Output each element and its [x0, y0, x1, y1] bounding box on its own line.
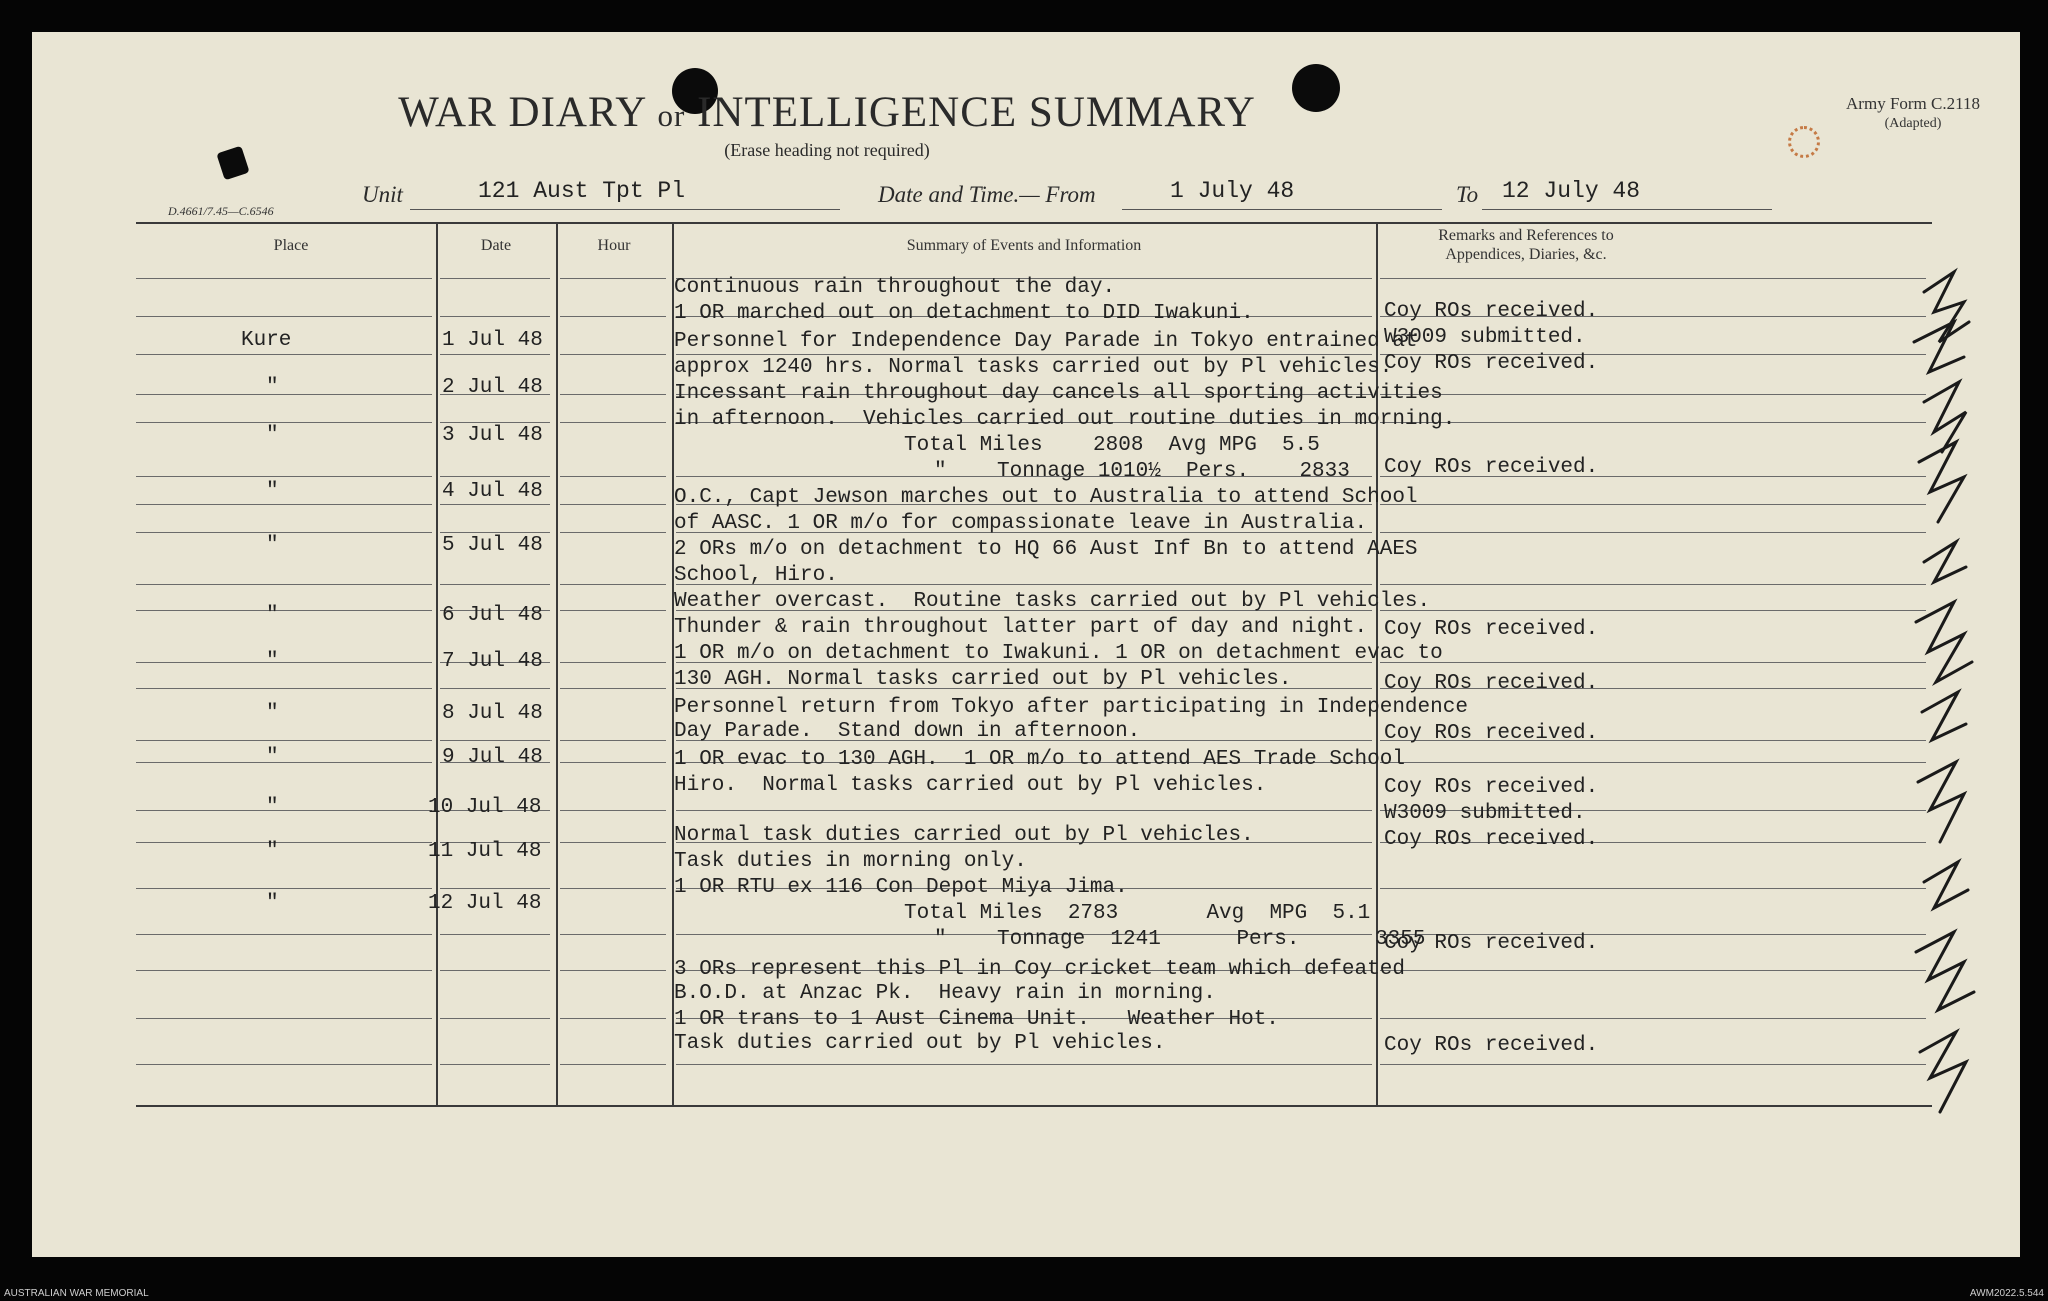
date-cell: 12 Jul 48 — [428, 892, 542, 915]
col-head-remarks: Remarks and References to Appendices, Diaries, &c. — [1438, 227, 1614, 263]
row-rule — [676, 354, 1372, 355]
place-cell: " — [266, 796, 279, 819]
row-rule — [136, 662, 432, 663]
summary-line: Personnel return from Tokyo after participating in Independence — [674, 696, 1468, 719]
date-cell: 4 Jul 48 — [442, 480, 543, 503]
row-rule — [136, 888, 432, 889]
row-rule — [560, 394, 666, 395]
summary-line: O.C., Capt Jewson marches out to Australia to attend School — [674, 486, 1418, 509]
place-cell: " — [266, 424, 279, 447]
row-rule — [440, 316, 550, 317]
from-value: 1 July 48 — [1170, 178, 1295, 204]
row-rule — [440, 278, 550, 279]
row-rule — [560, 888, 666, 889]
row-rule — [560, 504, 666, 505]
form-code: D.4661/7.45—C.6546 — [168, 204, 274, 218]
unit-label: Unit — [362, 182, 403, 207]
to-value: 12 July 48 — [1502, 178, 1641, 204]
remark-cell: W3009 submitted. — [1384, 802, 1586, 825]
row-rule — [440, 584, 550, 585]
date-cell: 5 Jul 48 — [442, 534, 543, 557]
summary-line: 1 OR evac to 130 AGH. 1 OR m/o to attend AES Trade School — [674, 748, 1405, 771]
summary-line: in afternoon. Vehicles carried out routine duties in morning. — [674, 408, 1456, 431]
row-rule — [1380, 610, 1926, 611]
row-rule — [560, 970, 666, 971]
date-cell: 6 Jul 48 — [442, 604, 543, 627]
row-rule — [440, 504, 550, 505]
row-rule — [560, 532, 666, 533]
summary-line: of AASC. 1 OR m/o for compassionate leave in Australia. — [674, 512, 1368, 535]
row-rule — [136, 688, 432, 689]
summary-line: " Tonnage 1010½ Pers. 2833 — [934, 460, 1350, 483]
remark-cell: W3009 submitted. — [1384, 326, 1586, 349]
row-rule — [560, 584, 666, 585]
row-rule — [440, 422, 550, 423]
row-rule — [136, 278, 432, 279]
date-cell: 1 Jul 48 — [442, 329, 543, 352]
place-cell: " — [266, 840, 279, 863]
row-rule — [676, 1064, 1372, 1065]
row-rule — [440, 740, 550, 741]
row-rule — [1380, 762, 1926, 763]
summary-line: Hiro. Normal tasks carried out by Pl vehicles. — [674, 774, 1267, 797]
summary-line: Normal task duties carried out by Pl vehicles. — [674, 824, 1254, 847]
summary-line: School, Hiro. — [674, 564, 838, 587]
summary-line: 2 ORs m/o on detachment to HQ 66 Aust Inf Bn to attend AAES — [674, 538, 1418, 561]
place-cell: Kure — [241, 329, 292, 352]
col-divider-date — [556, 222, 558, 1107]
row-rule — [560, 422, 666, 423]
row-rule — [440, 970, 550, 971]
place-cell: " — [266, 376, 279, 399]
place-cell: " — [266, 702, 279, 725]
row-rule — [560, 740, 666, 741]
row-rule — [136, 316, 432, 317]
row-rule — [560, 762, 666, 763]
summary-line: Day Parade. Stand down in afternoon. — [674, 720, 1141, 743]
col-divider-place — [436, 222, 438, 1107]
remark-cell: Coy ROs received. — [1384, 828, 1599, 851]
row-rule — [440, 688, 550, 689]
summary-line: approx 1240 hrs. Normal tasks carried out by Pl vehicles. — [674, 356, 1393, 379]
remark-cell: Coy ROs received. — [1384, 352, 1599, 375]
table-bottom-rule — [136, 1105, 1932, 1107]
row-rule — [136, 934, 432, 935]
row-rule — [560, 610, 666, 611]
to-label: To — [1456, 182, 1479, 207]
row-rule — [136, 422, 432, 423]
row-rule — [440, 1064, 550, 1065]
date-cell: 7 Jul 48 — [442, 650, 543, 673]
row-rule — [560, 1064, 666, 1065]
remark-cell: Coy ROs received. — [1384, 776, 1599, 799]
remark-cell: Coy ROs received. — [1384, 932, 1599, 955]
row-rule — [560, 662, 666, 663]
row-rule — [136, 1018, 432, 1019]
row-rule — [136, 610, 432, 611]
remark-cell: Coy ROs received. — [1384, 722, 1599, 745]
col-head-date: Date — [480, 237, 512, 254]
summary-line: Total Miles 2808 Avg MPG 5.5 — [904, 434, 1320, 457]
remark-cell: Coy ROs received. — [1384, 456, 1599, 479]
date-cell: 11 Jul 48 — [428, 840, 542, 863]
row-rule — [1380, 970, 1926, 971]
row-rule — [1380, 394, 1926, 395]
row-rule — [136, 532, 432, 533]
date-cell: 3 Jul 48 — [442, 424, 543, 447]
date-cell: 8 Jul 48 — [442, 702, 543, 725]
row-rule — [136, 584, 432, 585]
row-rule — [136, 1064, 432, 1065]
row-rule — [560, 1018, 666, 1019]
place-cell: " — [266, 650, 279, 673]
place-cell: " — [266, 604, 279, 627]
row-rule — [440, 888, 550, 889]
unit-underline — [410, 209, 840, 210]
diary-page — [32, 32, 2020, 1257]
row-rule — [136, 762, 432, 763]
row-rule — [560, 688, 666, 689]
row-rule — [136, 842, 432, 843]
place-cell: " — [266, 746, 279, 769]
row-rule — [1380, 888, 1926, 889]
row-rule — [1380, 422, 1926, 423]
col-head-place: Place — [273, 237, 309, 254]
row-rule — [440, 354, 550, 355]
date-cell: 2 Jul 48 — [442, 376, 543, 399]
row-rule — [440, 476, 550, 477]
row-rule — [1380, 584, 1926, 585]
diary-table — [136, 222, 1932, 1107]
row-rule — [136, 504, 432, 505]
ink-initials-mark — [1894, 262, 2014, 1162]
row-rule — [136, 354, 432, 355]
row-rule — [440, 934, 550, 935]
summary-line: " Tonnage 1241 Pers. 3355 — [934, 928, 1426, 951]
table-top-rule — [136, 222, 1932, 224]
col-head-summary: Summary of Events and Information — [906, 237, 1142, 254]
summary-line: Incessant rain throughout day cancels all sporting activities — [674, 382, 1443, 405]
row-rule — [440, 532, 550, 533]
stamp-mark — [1788, 126, 1820, 158]
date-label: Date and Time.— From — [878, 182, 1096, 207]
place-cell: " — [266, 892, 279, 915]
summary-line: 1 OR marched out on detachment to DID Iwakuni. — [674, 302, 1254, 325]
remark-cell: Coy ROs received. — [1384, 1034, 1599, 1057]
row-rule — [560, 810, 666, 811]
summary-line: Task duties carried out by Pl vehicles. — [674, 1032, 1166, 1055]
place-cell: " — [266, 480, 279, 503]
remark-cell: Coy ROs received. — [1384, 300, 1599, 323]
row-rule — [1380, 1018, 1926, 1019]
row-rule — [560, 842, 666, 843]
row-rule — [1380, 532, 1926, 533]
page-subtitle: (Erase heading not required) — [724, 140, 930, 160]
row-rule — [560, 476, 666, 477]
summary-line: 1 OR trans to 1 Aust Cinema Unit. Weather Hot. — [674, 1008, 1279, 1031]
row-rule — [440, 1018, 550, 1019]
summary-line: Total Miles 2783 Avg MPG 5.1 — [904, 902, 1371, 925]
summary-line: B.O.D. at Anzac Pk. Heavy rain in morning. — [674, 982, 1216, 1005]
date-cell: 9 Jul 48 — [442, 746, 543, 769]
summary-line: 1 OR RTU ex 116 Con Depot Miya Jima. — [674, 876, 1128, 899]
row-rule — [1380, 1064, 1926, 1065]
row-rule — [1380, 504, 1926, 505]
row-rule — [136, 740, 432, 741]
summary-line: Weather overcast. Routine tasks carried out by Pl vehicles. — [674, 590, 1431, 613]
to-underline — [1482, 209, 1772, 210]
col-head-hour: Hour — [597, 237, 631, 254]
summary-line: Continuous rain throughout the day. — [674, 276, 1116, 299]
from-underline — [1122, 209, 1442, 210]
row-rule — [136, 810, 432, 811]
summary-line: Thunder & rain throughout latter part of day and night. — [674, 616, 1368, 639]
row-rule — [1380, 278, 1926, 279]
row-rule — [560, 934, 666, 935]
row-rule — [136, 394, 432, 395]
date-cell: 10 Jul 48 — [428, 796, 542, 819]
row-rule — [136, 970, 432, 971]
summary-line: Personnel for Independence Day Parade in Tokyo entrained at — [674, 330, 1418, 353]
army-form-label: Army Form C.2118 (Adapted) — [1846, 94, 1980, 131]
row-rule — [136, 476, 432, 477]
summary-line: Task duties in morning only. — [674, 850, 1027, 873]
remark-cell: Coy ROs received. — [1384, 672, 1599, 695]
footer-right: AWM2022.5.544 — [1969, 1288, 2044, 1299]
place-cell: " — [266, 534, 279, 557]
unit-value: 121 Aust Tpt Pl — [478, 178, 686, 204]
row-rule — [676, 810, 1372, 811]
row-rule — [560, 354, 666, 355]
footer-left: AUSTRALIAN WAR MEMORIAL — [4, 1288, 149, 1299]
remark-cell: Coy ROs received. — [1384, 618, 1599, 641]
row-rule — [1380, 662, 1926, 663]
summary-line: 3 ORs represent this Pl in Coy cricket team which defeated — [674, 958, 1405, 981]
row-rule — [560, 316, 666, 317]
row-rule — [560, 278, 666, 279]
summary-line: 130 AGH. Normal tasks carried out by Pl vehicles. — [674, 668, 1292, 691]
page-title: WAR DIARY or INTELLIGENCE SUMMARY — [398, 89, 1256, 136]
summary-line: 1 OR m/o on detachment to Iwakuni. 1 OR on detachment evac to — [674, 642, 1443, 665]
